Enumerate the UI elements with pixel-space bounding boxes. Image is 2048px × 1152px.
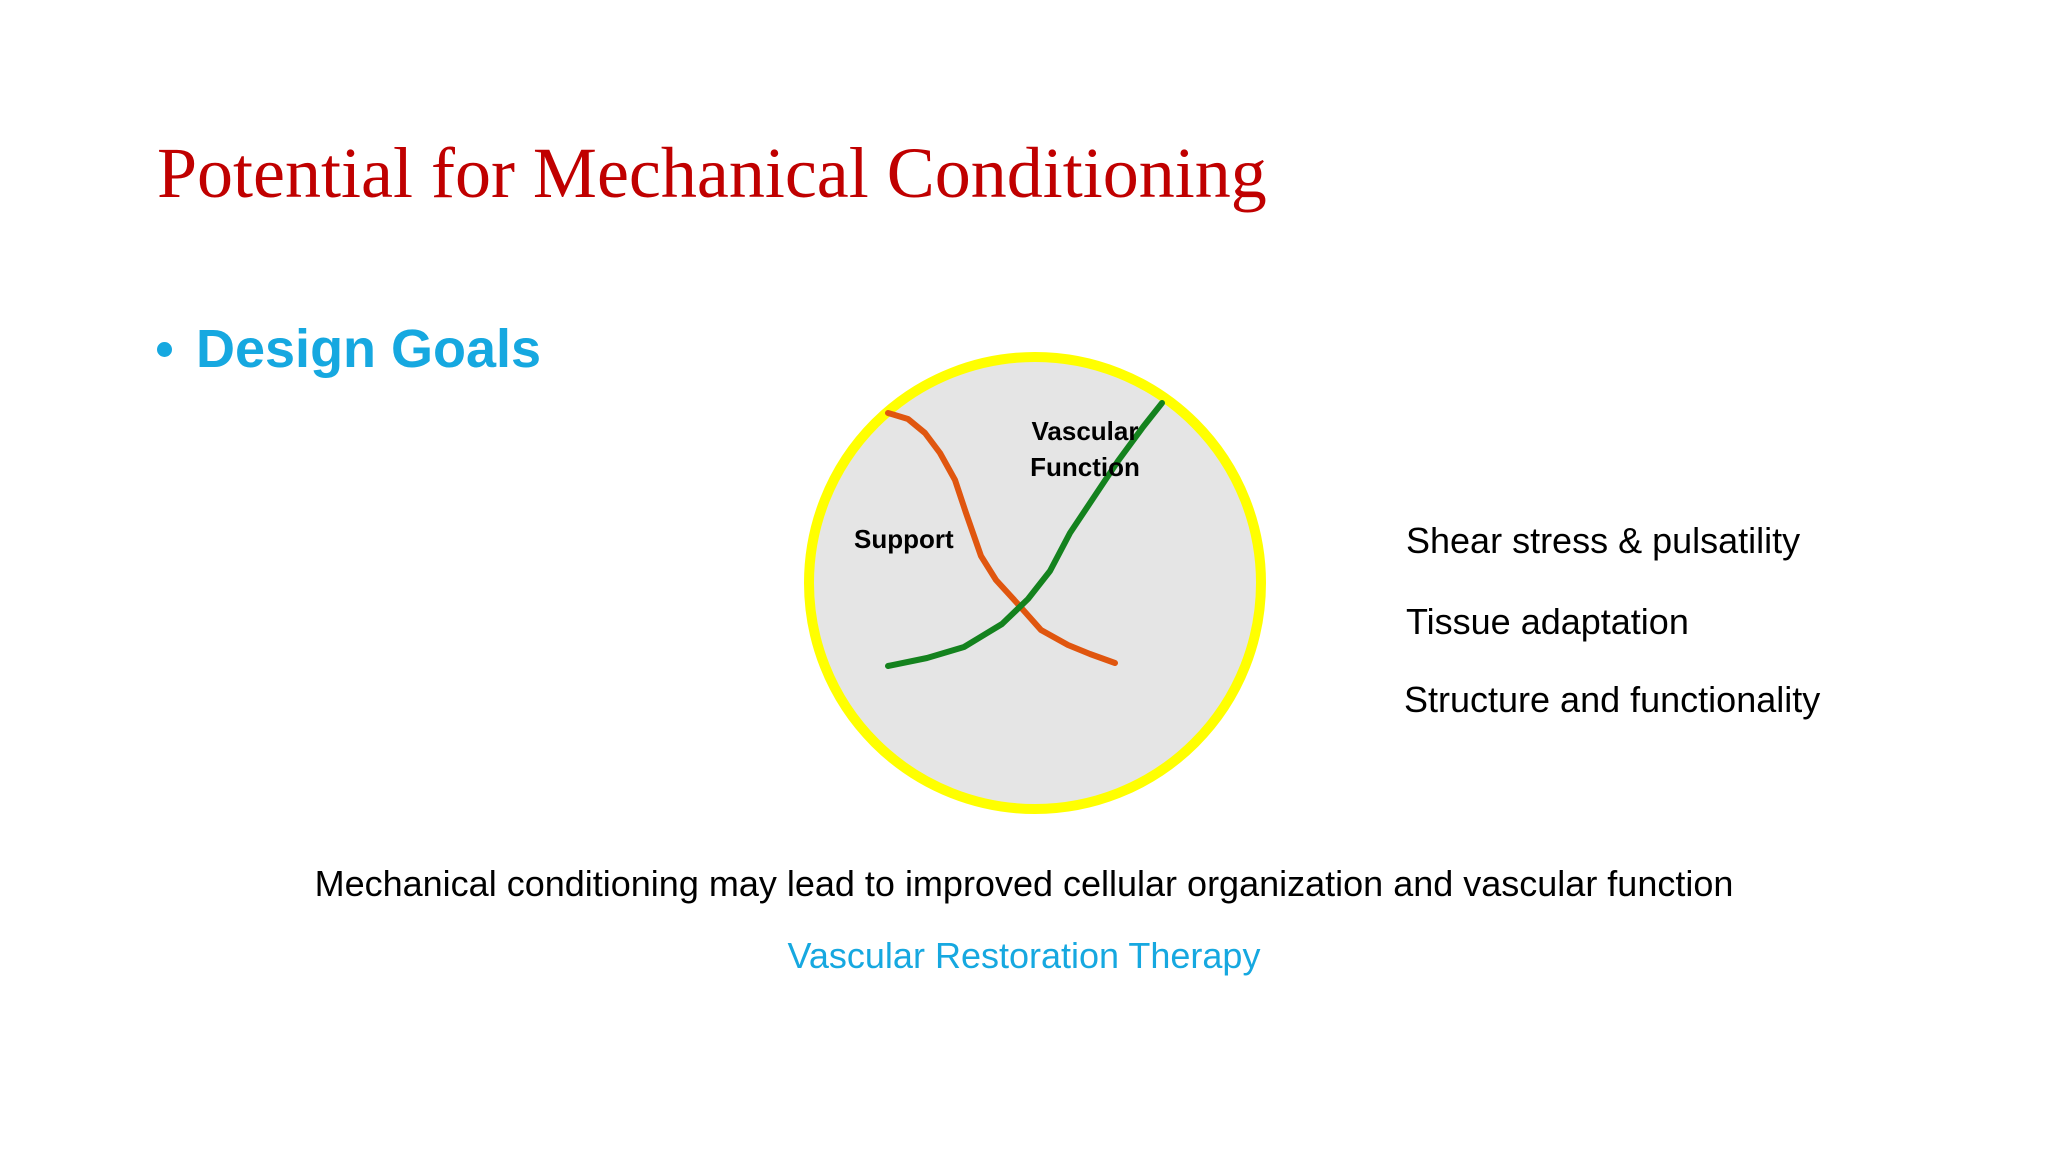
bullet-text: Design Goals — [196, 319, 542, 379]
slide-title: Potential for Mechanical Conditioning — [157, 133, 1267, 213]
bullet-icon — [157, 342, 172, 357]
goal-item: Tissue adaptation — [1406, 601, 1689, 642]
support-vs-function-diagram — [795, 343, 1275, 823]
conclusion-text: Mechanical conditioning may lead to improved cellular organization and vascular function — [314, 863, 1734, 904]
goal-item: Shear stress & pulsatility — [1406, 520, 1801, 561]
bullet-design-goals — [157, 314, 541, 384]
vascular-function-label-line2: Function — [1030, 452, 1140, 482]
goal-item: Structure and functionality — [1404, 679, 1821, 720]
footer-subtitle: Vascular Restoration Therapy — [787, 935, 1261, 976]
support-label: Support — [854, 524, 954, 554]
vascular-function-label-line1: Vascular — [1031, 416, 1139, 446]
